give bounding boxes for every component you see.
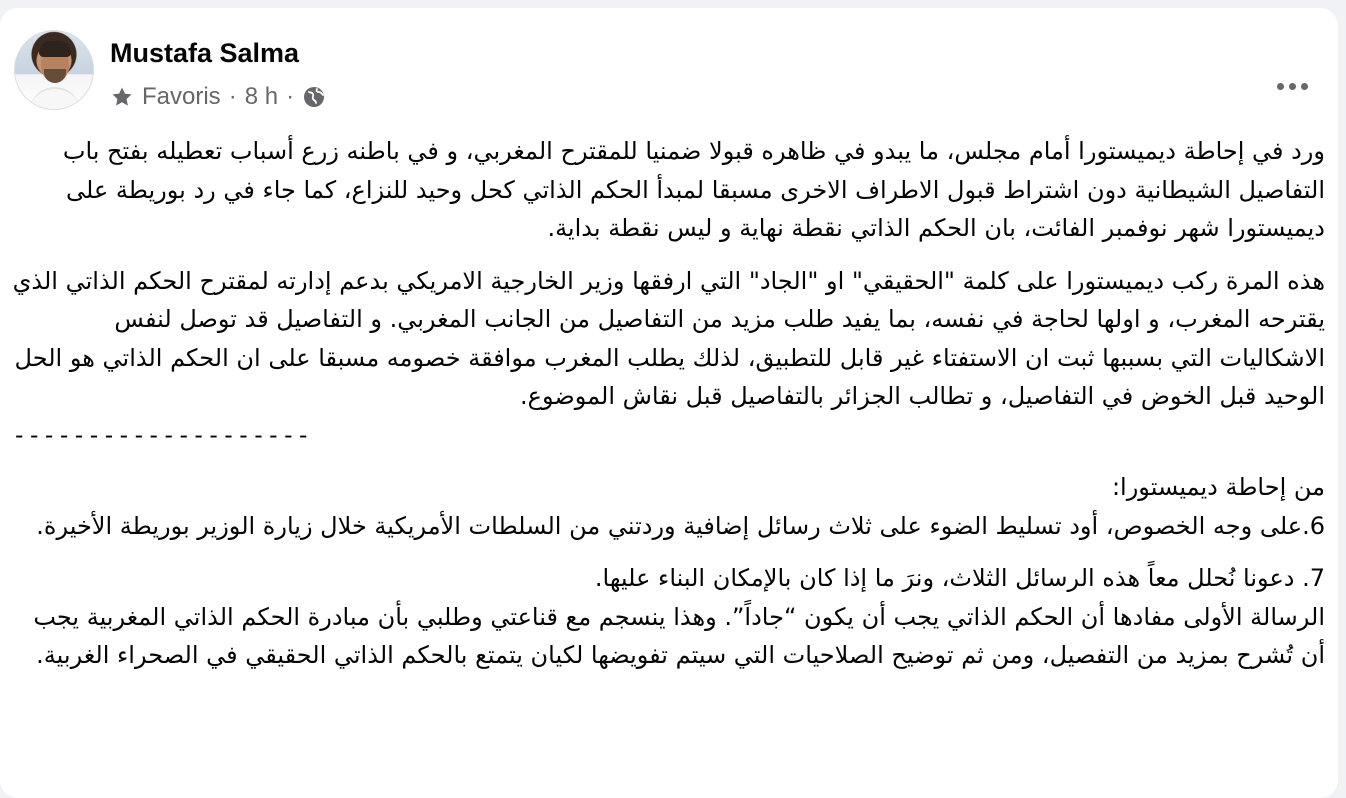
avatar-beard [44,69,66,83]
paragraph-gap [12,454,1325,468]
paragraph-gap [12,545,1325,559]
post-paragraph: 7. دعونا نُحلل معاً هذه الرسائل الثلاث، ونرَ ما إذا كان بالإمكان البناء عليها. [594,564,1325,592]
more-options-icon[interactable] [1266,66,1318,106]
meta-separator: · [228,83,237,110]
more-options-dot [1277,83,1284,90]
avatar[interactable] [14,30,94,110]
post-paragraph: 6.على وجه الخصوص، أود تسليط الضوء على ثلاث رسائل إضافية وردتني من السلطات الأمريكية خلال زيارة الوزير بوريطة الأخيرة. [36,511,1325,540]
post-card [0,8,1338,798]
paragraph-gap [12,248,1325,262]
avatar-shirt [29,87,81,110]
post-body [12,132,1325,675]
more-options-dot [1289,83,1296,90]
post-paragraph: هذه المرة ركب ديميستورا على كلمة "الحقيقي" او "الجاد" التي ارفقها وزير الخارجية الامريكي بدعم إدارته لمقترح الحكم الذاتي الذي يقترحه المغرب، و اولها لحاجة في نفسه، بما يفيد طلب مزيد من التفاصيل من الجانب المغربي. و التفاصيل قد توصل لنفس الاشكاليات التي بسببها ثبت ان الاستفتاء غير قابل للتطبيق، لذلك يطلب المغرب موافقة خصومه مسبقا على ان الحكم الذاتي هو الحل الوحيد قبل الخوض في التفاصيل، و تطالب الجزائر بالتفاصيل قبل نقاش الموضوع. [12,266,1325,410]
globe-icon[interactable] [302,85,326,109]
audience-label[interactable]: Favoris [142,83,221,110]
post-paragraph: من إحاطة ديميستورا: [1111,473,1325,501]
avatar-hair [39,41,71,57]
more-options-dot [1301,83,1308,90]
post-paragraph: الرسالة الأولى مفادها أن الحكم الذاتي يجب أن يكون “جاداً”. وهذا ينسجم مع قناعتي وطلبي بأن مبادرة الحكم الذاتي المغربية يجب أن تُشرح بمزيد من التفصيل، ومن ثم توضيح الصلاحيات التي سيتم تفويضها لكيان يتمتع بالحكم الذاتي الحقيقي في الصحراء الغربية. [33,602,1325,669]
post-paragraph: ورد في إحاطة ديميستورا أمام مجلس، ما يبدو في ظاهره قبولا ضمنيا للمقترح المغربي، و في باطنه زرع أسباب تعطيله بفتح باب التفاصيل الشيطانية دون اشتراط قبول الاطراف الاخرى مسبقا لمبدأ الحكم الذاتي كحل وحيد للنزاع، كما جاء في رد بوريطة على ديميستورا شهر نوفمبر الفائت، بان الحكم الذاتي نقطة نهاية و ليس نقطة بداية. [62,137,1325,242]
post-header [14,30,1338,114]
author-name[interactable]: Mustafa Salma [110,38,300,68]
meta-separator: · [286,83,295,110]
post-timestamp[interactable]: 8 h [244,83,279,110]
text-separator: -------------------- [12,420,311,449]
post-meta [110,82,326,112]
star-icon [110,85,134,109]
